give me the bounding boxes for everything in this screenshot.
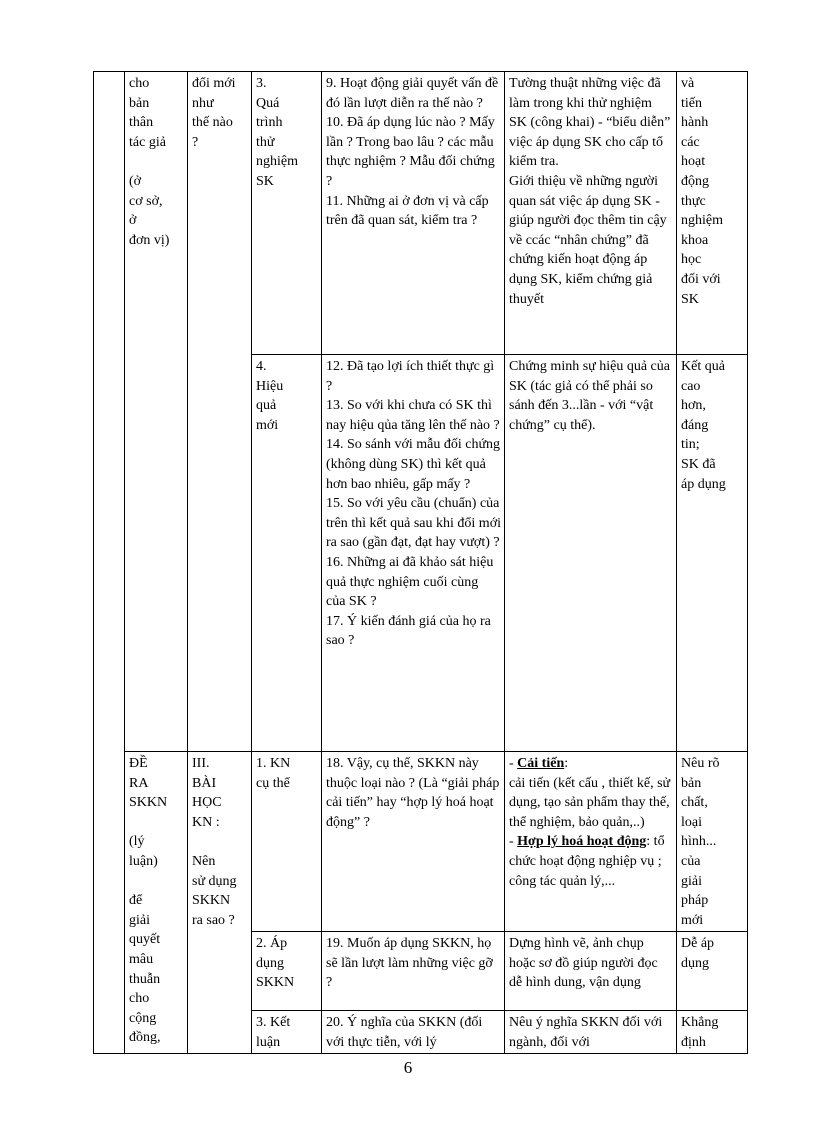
hop-ly-hoa-heading: Hợp lý hoá hoạt động <box>517 834 647 850</box>
cell-guidance: Dựng hình vẽ, ảnh chụp hoặc sơ đồ giúp người đọc dễ hình dung, vận dụng <box>505 932 677 1011</box>
cell-goal: Kết quả cao hơn, đáng tin; SK đã áp dụng <box>677 355 748 752</box>
document-table <box>93 71 748 1054</box>
hop-ly-hoa-prefix: - <box>509 834 518 850</box>
table-row <box>94 752 748 932</box>
margin-cell <box>94 72 125 1054</box>
cell-goal: Khẳng định <box>677 1011 748 1054</box>
cai-tien-heading: Cải tiến <box>517 756 565 771</box>
cell-goal: Dễ áp dụng <box>677 932 748 1011</box>
cell-section: ĐỀ RA SKKN (lý luận) để giải quyết mâu thuẫn cho cộng đồng, <box>125 752 188 1054</box>
cell-step: 2. Áp dụng SKKN <box>252 932 322 1011</box>
cell-guidance: Nêu ý nghĩa SKKN đối với ngành, đối với <box>505 1011 677 1054</box>
cell-guidance: Chứng minh sự hiệu quả của SK (tác giả có thể phải so sánh đến 3...lần - với “vật chứng” cụ thể). <box>505 355 677 752</box>
page-number: 6 <box>403 1058 413 1077</box>
cell-questions-list: 12. Đã tạo lợi ích thiết thực gì ? 13. So với khi chưa có SK thì nay hiệu qủa tăng lên thế nào ? 14. So sánh với mẫu đối chứng (không dùng SK) thì kết quả hơn bao nhiêu, gấp mấy ? 15. So với yêu cầu (chuẩn) của trên thì kết quả sau khi đổi mới ra sao (gần đạt, đạt hay vượt) ? 16. Những ai đã khảo sát hiệu quả thực nghiệm cuối cùng của SK ? 17. Ý kiến đánh giá của họ ra sao ? <box>322 355 505 752</box>
cell-section: cho bản thân tác giả (ở cơ sở, ở đơn vị) <box>125 72 188 752</box>
table-row <box>94 72 748 355</box>
cell-guidance: Tường thuật những việc đã làm trong khi thử nghiệm SK (công khai) - “biểu diễn” việc áp dụng SK cho cấp tổ kiểm tra. Giới thiệu về những người quan sát việc áp dụng SK - giúp người đọc thêm tin cậy về ccác “nhân chứng” đã chứng kiến hoạt động áp dụng SK, kiểm chứng giả thuyết <box>505 72 677 355</box>
cell-question: đổi mới như thế nào ? <box>188 72 252 752</box>
cell-step: 4. Hiệu quả mới <box>252 355 322 752</box>
cell-question: III. BÀI HỌC KN : Nên sử dụng SKKN ra sao ? <box>188 752 252 1054</box>
cell-goal: và tiến hành các hoạt động thực nghiệm khoa học đối với SK <box>677 72 748 355</box>
cell-questions-list: 18. Vậy, cụ thể, SKKN này thuộc loại nào ? (Là “giải pháp cải tiến” hay “hợp lý hoá hoạt động” ? <box>322 752 505 932</box>
cell-step: 3. Kết luận <box>252 1011 322 1054</box>
cai-tien-prefix: - <box>509 756 518 771</box>
cai-tien-text: : cải tiến (kết cấu , thiết kế, sử dụng, tạo sản phẩm thay thế, thể nghiệm, bảo quản,..) <box>509 756 671 830</box>
cell-goal: Nêu rõ bản chất, loại hình... của giải pháp mới <box>677 752 748 932</box>
hop-ly-hoa-text: : tổ chức hoạt động nghiệp vụ ; công tác quản lý,... <box>509 834 665 889</box>
cell-questions-list: 20. Ý nghĩa của SKKN (đối với thực tiễn, với lý <box>322 1011 505 1054</box>
cell-questions-list: 19. Muốn áp dụng SKKN, họ sẽ lần lượt làm những việc gỡ ? <box>322 932 505 1011</box>
cell-questions-list: 9. Hoạt động giải quyết vấn đề đó lần lượt diễn ra thế nào ? 10. Đã áp dụng lúc nào ? Mấy lần ? Trong bao lâu ? các mẫu thực nghiệm ? Mẫu đối chứng ? 11. Những ai ở đơn vị và cấp trên đã quan sát, kiểm tra ? <box>322 72 505 355</box>
cell-guidance <box>505 752 677 932</box>
cell-step: 1. KN cụ thể <box>252 752 322 932</box>
cell-step: 3. Quá trình thử nghiệm SK <box>252 72 322 355</box>
